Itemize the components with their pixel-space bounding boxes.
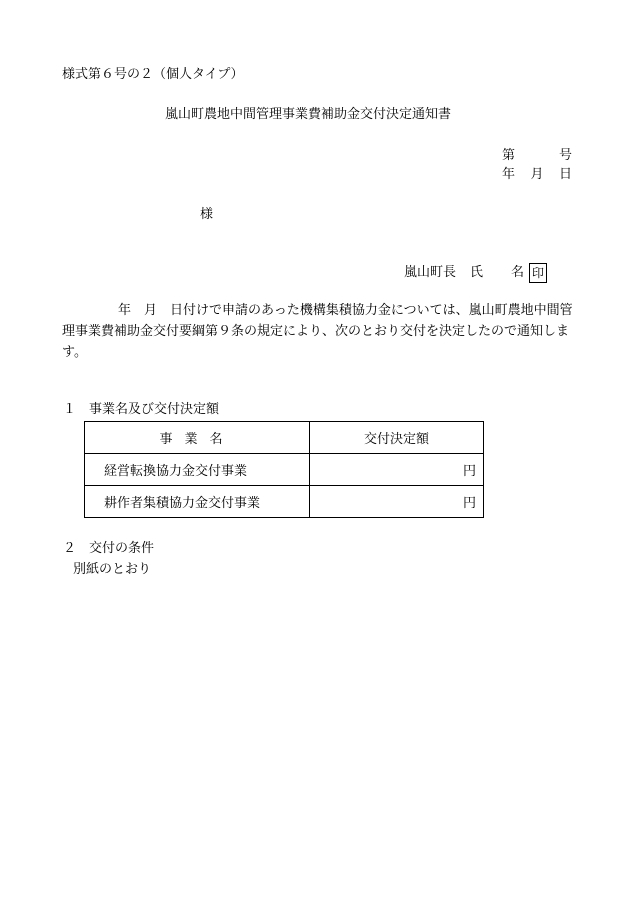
body-date: 年 月 日付けで (118, 303, 223, 318)
project-amount: 円 (310, 486, 484, 518)
header-project-name: 事業名 (85, 422, 310, 454)
body-text: 申請のあった機構集積協力金については、嵐山町農地中間管理事業費補助金交付要綱第９条の規定により、次のとおり交付を決定したので通知します。 (62, 303, 573, 360)
sender-title: 嵐山町長 (404, 265, 457, 280)
header-amount: 交付決定額 (310, 422, 484, 454)
seal-mark: 印 (529, 263, 547, 283)
number-prefix: 第 (502, 148, 516, 163)
number-suffix: 号 (558, 148, 572, 163)
project-name: 耕作者集積協力金交付事業 (85, 486, 310, 518)
section-2-body: 別紙のとおり (73, 562, 152, 577)
grant-table (84, 421, 484, 518)
table-header-row (85, 422, 484, 454)
section-2-heading: ２ 交付の条件 (63, 541, 155, 556)
document-number (502, 148, 572, 164)
sender-block (404, 263, 547, 283)
section-1-heading: １ 事業名及び交付決定額 (63, 402, 220, 417)
notice-body (62, 300, 576, 363)
sender-name-label-1: 氏 (470, 265, 484, 280)
project-name: 経営転換協力金交付事業 (85, 454, 310, 486)
date-day: 日 (558, 167, 572, 182)
addressee-suffix: 様 (200, 207, 214, 222)
table-row (85, 454, 484, 486)
form-id: 様式第６号の２（個人タイプ） (62, 67, 244, 82)
document-title: 嵐山町農地中間管理事業費補助金交付決定通知書 (165, 107, 452, 122)
date-month: 月 (530, 167, 544, 182)
table-row (85, 486, 484, 518)
sender-name-label-2: 名 (511, 265, 525, 280)
document-date (502, 167, 572, 183)
project-amount: 円 (310, 454, 484, 486)
date-year: 年 (502, 167, 516, 182)
